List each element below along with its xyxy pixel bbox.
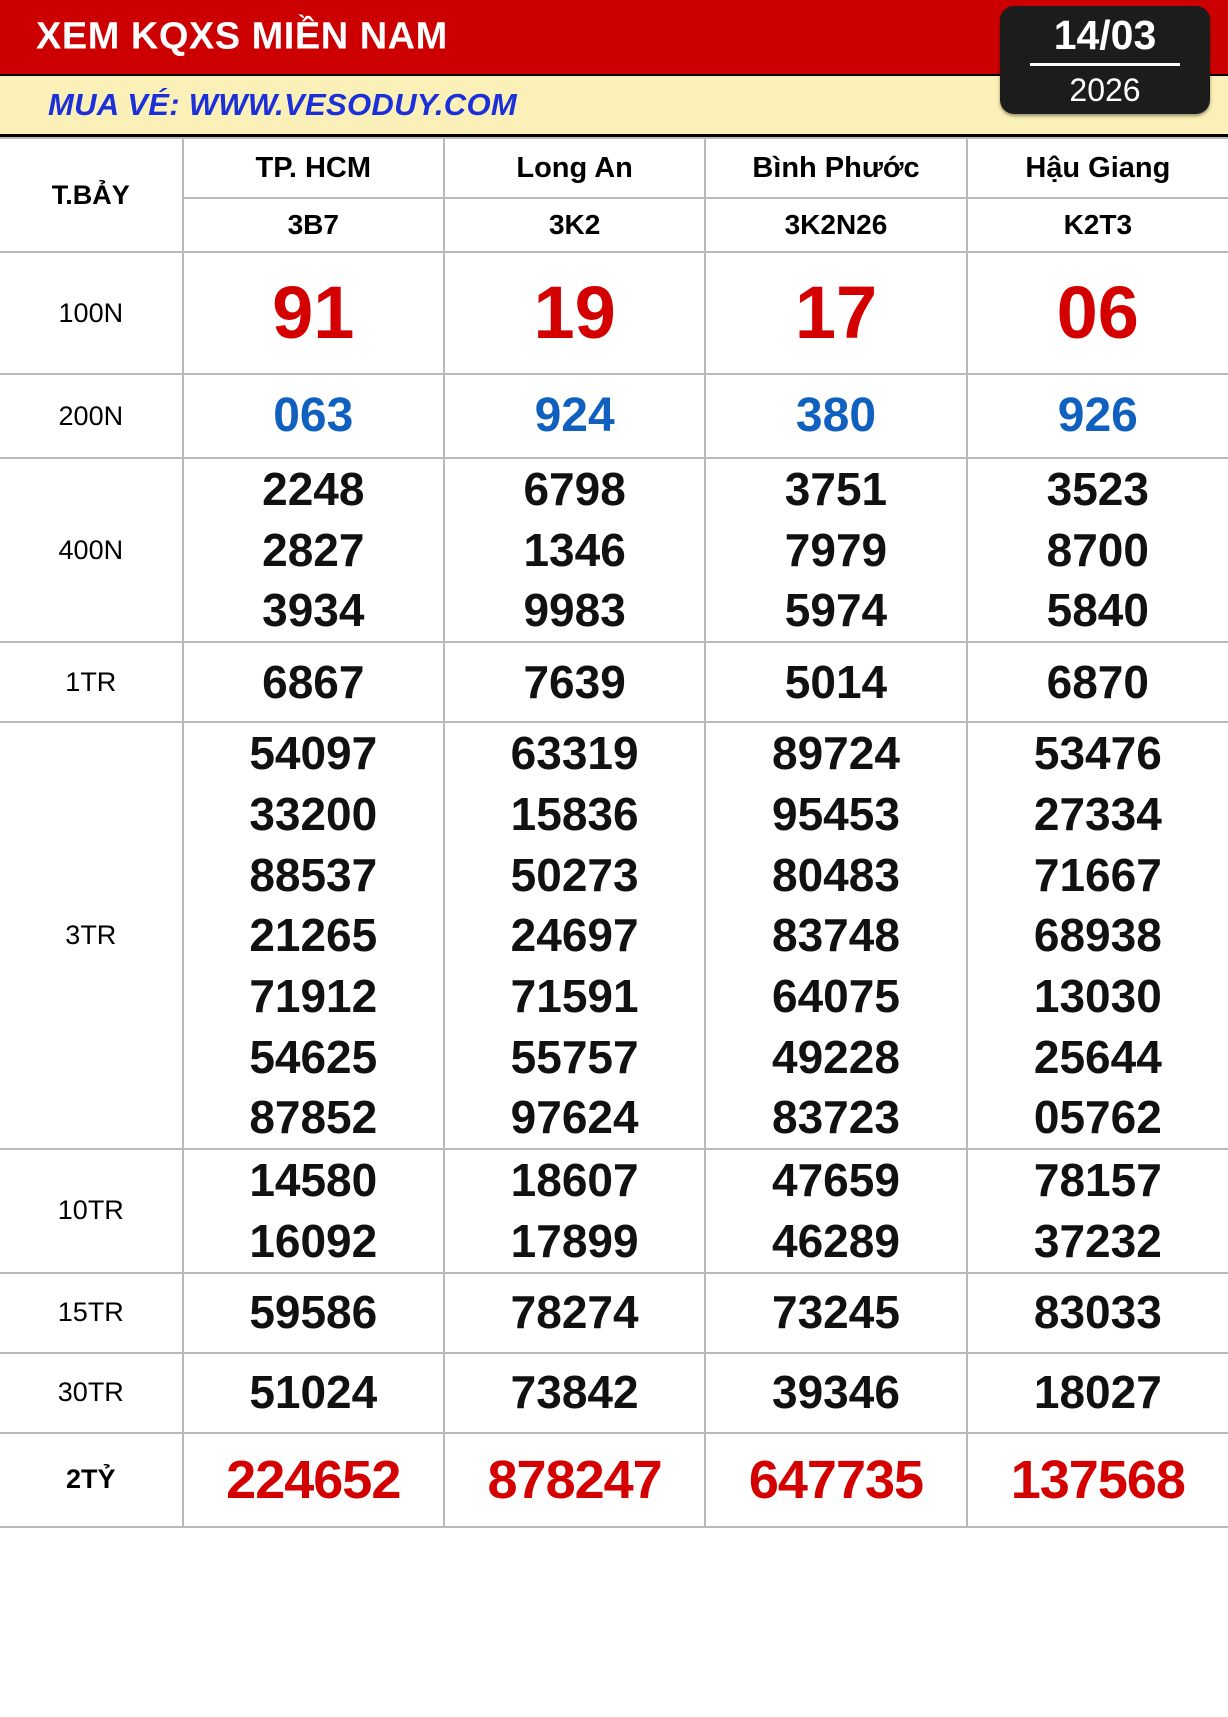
province-name-2: Long An [444, 138, 705, 198]
prize-number: 3523 [1046, 463, 1149, 515]
prize-number: 64075 [772, 970, 900, 1023]
prize-number: 380 [795, 389, 877, 442]
prize-number: 91 [272, 271, 355, 354]
prize-cell [444, 642, 705, 722]
prize-number: 54625 [249, 1030, 378, 1083]
table-row [0, 1273, 1228, 1353]
prize-number: 7639 [523, 655, 626, 708]
prize-number: 6798 [523, 463, 626, 515]
prize-cell [444, 374, 705, 458]
prize-number: 68938 [1033, 909, 1162, 962]
prize-number: 83033 [1033, 1286, 1162, 1339]
prize-number: 15836 [510, 787, 639, 840]
prize-number: 46289 [772, 1214, 900, 1267]
prize-cell [967, 374, 1228, 458]
prize-cell [444, 458, 705, 642]
prize-number: 88537 [249, 848, 378, 901]
prize-number: 2248 [262, 463, 365, 515]
prize-cell [967, 1433, 1228, 1527]
prize-cell [444, 1273, 705, 1353]
prize-cell [705, 252, 966, 374]
prize-number: 16092 [249, 1214, 378, 1267]
date-year: 2026 [1069, 71, 1141, 108]
prize-number: 19 [533, 271, 616, 354]
prize-number: 37232 [1033, 1214, 1162, 1267]
province-code-2: 3K2 [444, 198, 705, 252]
table-row [0, 252, 1228, 374]
prize-number: 5974 [784, 584, 888, 637]
prize-number: 78274 [510, 1286, 639, 1339]
prize-number: 24697 [510, 909, 639, 962]
prize-number: 73245 [772, 1286, 900, 1339]
prize-label-15tr: 15TR [0, 1273, 183, 1353]
prize-number: 647735 [748, 1449, 924, 1510]
province-name-1: TP. HCM [183, 138, 444, 198]
prize-number: 5840 [1046, 584, 1149, 637]
prize-cell [705, 458, 966, 642]
prize-number: 14580 [249, 1154, 378, 1207]
prize-cell [183, 458, 444, 642]
prize-label-3tr: 3TR [0, 722, 183, 1149]
table-row [0, 374, 1228, 458]
prize-number: 95453 [772, 787, 900, 840]
prize-number: 71912 [249, 970, 378, 1023]
prize-number: 50273 [510, 848, 639, 901]
prize-number: 8700 [1046, 523, 1149, 576]
prize-number: 27334 [1033, 787, 1162, 840]
prize-cell [444, 1433, 705, 1527]
prize-number: 83748 [772, 909, 900, 962]
prize-number: 3751 [784, 463, 888, 515]
prize-number: 47659 [772, 1154, 900, 1207]
prize-label-100n: 100N [0, 252, 183, 374]
prize-number: 21265 [249, 909, 378, 962]
province-name-4: Hậu Giang [967, 138, 1228, 198]
prize-cell [183, 1353, 444, 1433]
prize-label-30tr: 30TR [0, 1353, 183, 1433]
prize-cell [967, 458, 1228, 642]
prize-number: 18607 [510, 1154, 639, 1207]
prize-cell [444, 252, 705, 374]
prize-cell [183, 252, 444, 374]
table-row [0, 1353, 1228, 1433]
prize-number: 9983 [523, 584, 626, 637]
prize-number: 59586 [249, 1286, 378, 1339]
prize-cell [183, 642, 444, 722]
prize-number: 49228 [772, 1030, 900, 1083]
prize-number: 18027 [1033, 1366, 1162, 1419]
prize-number: 878247 [487, 1449, 662, 1510]
prize-number: 17 [794, 271, 878, 354]
prize-number: 063 [273, 389, 354, 442]
prize-cell [705, 1353, 966, 1433]
prize-number: 13030 [1033, 970, 1162, 1023]
prize-number: 39346 [772, 1366, 900, 1419]
prize-number: 33200 [249, 787, 378, 840]
prize-number: 6867 [262, 655, 365, 708]
prize-cell [183, 1149, 444, 1272]
page-title: XEM KQXS MIỀN NAM [36, 15, 448, 58]
prize-number: 17899 [510, 1214, 639, 1267]
date-badge [1000, 6, 1210, 114]
prize-cell [705, 374, 966, 458]
prize-number: 53476 [1033, 727, 1162, 780]
prize-cell [444, 722, 705, 1149]
prize-number: 80483 [772, 848, 900, 901]
prize-number: 54097 [249, 727, 378, 780]
prize-label-10tr: 10TR [0, 1149, 183, 1272]
day-label: T.BẢY [0, 138, 183, 252]
prize-number: 97624 [510, 1091, 639, 1144]
promo-link-text[interactable]: MUA VÉ: WWW.VESODUY.COM [48, 87, 518, 122]
prize-cell [183, 1273, 444, 1353]
province-name-3: Bình Phước [705, 138, 966, 198]
prize-number: 51024 [249, 1366, 378, 1419]
prize-cell [444, 1149, 705, 1272]
prize-number: 2827 [262, 523, 365, 576]
prize-number: 63319 [510, 727, 639, 780]
prize-cell [967, 722, 1228, 1149]
prize-cell [183, 374, 444, 458]
prize-label-400n: 400N [0, 458, 183, 642]
province-code-4: K2T3 [967, 198, 1228, 252]
prize-number: 71667 [1033, 848, 1162, 901]
date-day: 14/03 [1030, 15, 1180, 66]
prize-number: 71591 [510, 970, 639, 1023]
table-header-row-names [0, 138, 1228, 198]
prize-cell [705, 1273, 966, 1353]
prize-cell [705, 1149, 966, 1272]
prize-label-1tr: 1TR [0, 642, 183, 722]
prize-number: 224652 [226, 1449, 401, 1510]
prize-number: 05762 [1033, 1091, 1162, 1144]
prize-number: 87852 [249, 1091, 378, 1144]
prize-number: 89724 [772, 727, 900, 780]
prize-cell [183, 722, 444, 1149]
prize-cell [967, 642, 1228, 722]
prize-cell [705, 642, 966, 722]
prize-number: 83723 [772, 1091, 900, 1144]
prize-number: 5014 [784, 655, 888, 708]
prize-label-200n: 200N [0, 374, 183, 458]
prize-cell [705, 1433, 966, 1527]
prize-number: 25644 [1033, 1030, 1162, 1083]
table-row [0, 642, 1228, 722]
prize-label-2tỷ: 2TỶ [0, 1433, 183, 1527]
province-code-3: 3K2N26 [705, 198, 966, 252]
prize-cell [705, 722, 966, 1149]
prize-cell [967, 1149, 1228, 1272]
prize-number: 78157 [1033, 1154, 1162, 1207]
prize-cell [183, 1433, 444, 1527]
prize-number: 6870 [1046, 655, 1149, 708]
prize-number: 55757 [510, 1030, 639, 1083]
province-code-1: 3B7 [183, 198, 444, 252]
prize-number: 3934 [262, 584, 365, 637]
table-row [0, 458, 1228, 642]
prize-number: 1346 [523, 523, 626, 576]
prize-cell [967, 252, 1228, 374]
prize-number: 926 [1057, 389, 1138, 442]
prize-number: 06 [1056, 271, 1139, 354]
prize-cell [444, 1353, 705, 1433]
prize-number: 137568 [1010, 1449, 1185, 1510]
table-row [0, 1433, 1228, 1527]
prize-number: 7979 [784, 523, 888, 576]
results-table [0, 137, 1228, 1528]
table-row [0, 1149, 1228, 1272]
prize-cell [967, 1273, 1228, 1353]
table-row [0, 722, 1228, 1149]
table-header-row-codes [0, 198, 1228, 252]
prize-number: 924 [534, 389, 615, 442]
prize-number: 73842 [510, 1366, 639, 1419]
results-body [0, 252, 1228, 1527]
prize-cell [967, 1353, 1228, 1433]
